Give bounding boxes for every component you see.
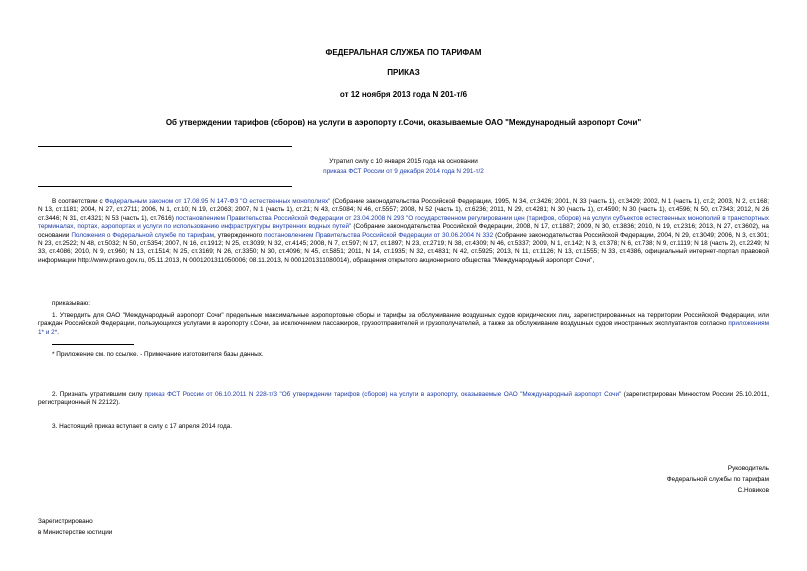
registration-label: Зарегистрировано	[38, 518, 93, 525]
status-divider-top	[38, 146, 292, 147]
item-1-text: 1. Утвердить для ОАО "Международный аэропорт Сочи" предельные максимальные аэропортовые сборы и тарифы за обслуживание воздушных судов юридических лиц, зарегистрированных на территории Российской Федерации, или граждан Российской Федерации, пользующихся услугами в аэропорту г.Сочи, за исключением пассажиров, грузоотправителей и грузополучателей, а также за обслуживание воздушных судов иностранных эксплуатантов согласно	[38, 312, 769, 328]
item-1-text-end: .	[57, 328, 59, 336]
status-text: Утратил силу с 10 января 2015 года на основании	[329, 158, 478, 165]
footnote-divider	[52, 344, 134, 345]
fst-regulation-link[interactable]: Положения о Федеральной службе по тарифам	[71, 231, 215, 239]
signature-name: С.Новиков	[737, 487, 769, 494]
appendices-link[interactable]: приложениям 1* и 2*	[38, 320, 769, 336]
status-repeal-link[interactable]: приказа ФСТ России от 9 декабря 2014 года N 291-т/2	[323, 168, 484, 175]
order-228-link[interactable]: приказ ФСТ России от 06.10.2011 N 228-т/3 "Об утверждении тарифов (сборов) на услуги в аэропорту, оказываемые ОАО "Международный аэропорт Сочи"	[144, 391, 622, 398]
item-1-paragraph	[38, 312, 769, 337]
item-3-paragraph: 3. Настоящий приказ вступает в силу с 17 апреля 2014 года.	[52, 423, 233, 430]
signature-title: Руководитель	[727, 465, 769, 472]
registration-ministry: в Министерстве юстиции	[38, 529, 113, 536]
preamble-text-4: , утвержденного	[214, 231, 265, 239]
item-2-text: 2. Признать утратившим силу	[52, 391, 145, 398]
agency-name: ФЕДЕРАЛЬНАЯ СЛУЖБА ПО ТАРИФАМ	[325, 48, 482, 57]
government-decree-293-link[interactable]: постановлением Правительства Российской Федерации от 23.04.2008 N 293 "О государственном регулировании цен (тарифов, сборов) на услуги субъектов естественных монополий в транспортных терминалах, портах, аэропортах и услуги по использованию инфраструктуры внутренних водных путей"	[38, 214, 769, 231]
order-word: приказываю:	[52, 300, 90, 307]
preamble-text-5: (Собрание законодательства Российской Федерации, 2004, N 29, ст.3049; 2006, N 3, ст.301; N 23, ст.2522; N 48, ст.5032; N 50, ст.5354; 2007, N 16, ст.1912; N 25, ст.3039; N 32, ст.4145; 2008, N 7, ст.597; N 17, ст.1897; N 23, ст.2719; N 38, ст.4309; N 46, ст.5337; 2009, N 1, ст.142; N 3, ст.378; N 6, ст.738; N 9, ст.1119; N 18 (часть 2), ст.2249; N 33, ст.4086; 2010, N 9, ст.960; N 13, ст.1514; N 25, ст.3169; N 26, ст.3350; N 30, ст.4096; N 45, ст.5851; 2011, N 14, ст.1935; N 32, ст.4831; N 42, ст.5925; 2013, N 11, ст.1126; N 13, ст.1555; N 33, ст.4386, официальный интернет-портал правовой информации http://www.pravo.gov.ru, 05.11.2013, N 0001201311050006; 08.11.2013, N 0001201311080014), обращения открытого акционерного общества "Международный аэропорт Сочи",	[38, 231, 770, 264]
government-decree-332-link[interactable]: постановлением Правительства Российской Федерации от 30.06.2004 N 332	[264, 231, 494, 239]
signature-organization: Федеральной службы по тарифам	[666, 476, 769, 483]
document-title: Об утверждении тарифов (сборов) на услуги в аэропорту г.Сочи, оказываемые ОАО "Международный аэропорт Сочи"	[165, 118, 642, 127]
document-date-number: от 12 ноября 2013 года N 201-т/6	[339, 90, 468, 99]
item-2-paragraph	[38, 391, 769, 408]
footnote: * Приложение см. по ссылке. - Примечание изготовителя базы данных.	[52, 351, 264, 358]
item-2-text-end: (зарегистрирован Минюстом России 25.10.2011, регистрационный N 22122).	[38, 391, 769, 407]
law-147-fz-link[interactable]: Федеральным законом от 17.08.95 N 147-ФЗ "О естественных монополиях"	[104, 198, 331, 205]
preamble-text-2: (Собрание законодательства Российской Федерации, 1995, N 34, ст.3426; 2001, N 33 (часть 1), ст.3429; 2002, N 1 (часть 1), ст.2; 2003, N 2, ст.168; N 13, ст.1181; 2004, N 27, ст.2711; 2006, N 1, ст.10; N 19, ст.2063; 2007, N 1 (часть 1), ст.21; N 43, ст.5084; N 46, ст.5557; 2008, N 52 (часть 1), ст.6236; 2011, N 29, ст.4281; N 30 (часть 1), ст.4590; N 30 (часть 1), ст.4596; N 50, ст.7343; 2012, N 26 ст.3446; N 31, ст.4321; N 53 (часть 1), ст.7616)	[38, 198, 769, 222]
document-type: ПРИКАЗ	[387, 68, 420, 77]
status-divider-bottom	[38, 186, 292, 187]
preamble-text-3: (Собрание законодательства Российской Федерации, 2008, N 17, ст.1887; 2009, N 30, ст.3836; 2010, N 19, ст.2316; 2013, N 27, ст.3602), на основании	[38, 223, 769, 239]
preamble-paragraph	[38, 198, 769, 265]
preamble-text-1: В соответствии с	[52, 198, 105, 205]
